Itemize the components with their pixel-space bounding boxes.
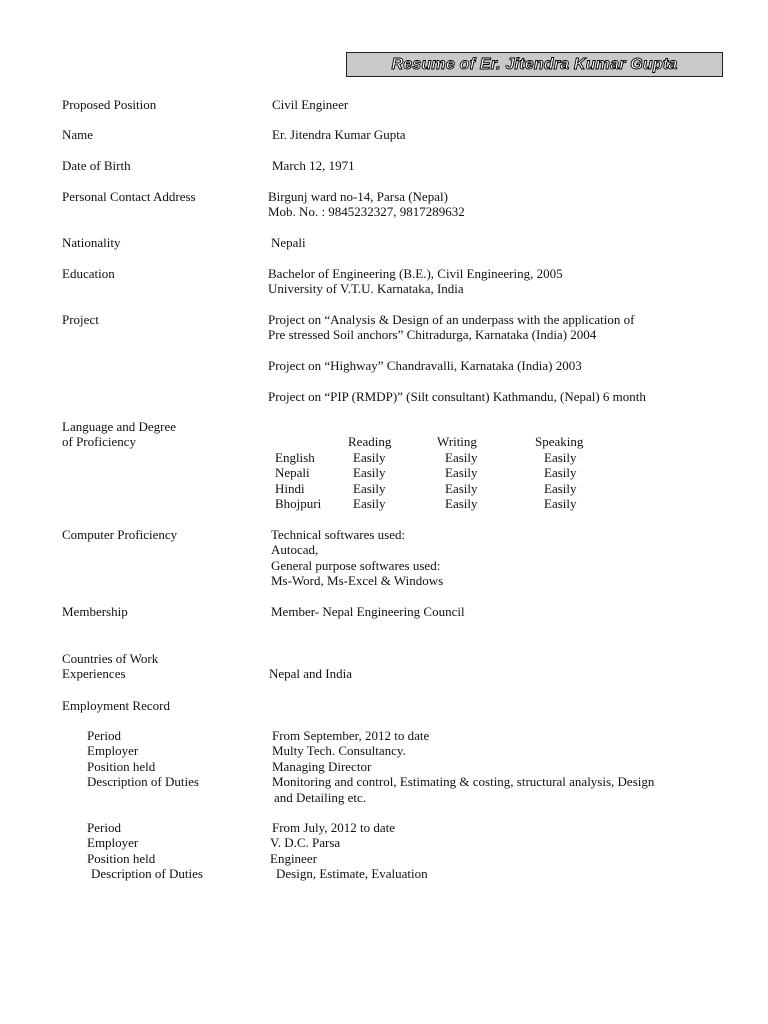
address-line-2: Mob. No. : 9845232327, 9817289632 [268,204,465,219]
education-line-2: University of V.T.U. Karnataka, India [268,281,464,296]
employer-label: Employer [87,835,139,850]
language-row-lang: English [275,450,315,465]
duties-line-1: Design, Estimate, Evaluation [276,866,428,881]
nationality-value: Nepali [271,235,306,250]
language-label-2: of Proficiency [62,434,137,449]
duties-label: Description of Duties [91,866,203,881]
project-1-line-1: Project on “Analysis & Design of an underpass with the application of [268,312,635,327]
employer-label: Employer [87,743,139,758]
computer-line-1: Technical softwares used: [271,527,406,542]
education-label: Education [62,266,115,281]
employment-label: Employment Record [62,698,170,713]
language-row-lang: Bhojpuri [275,496,322,511]
computer-line-4: Ms-Word, Ms-Excel & Windows [271,573,444,588]
period-label: Period [87,728,121,743]
dob-label: Date of Birth [62,158,131,173]
language-row-lang: Hindi [275,481,305,496]
language-row-speaking: Easily [544,481,577,496]
language-header-reading: Reading [348,434,392,449]
countries-value: Nepal and India [269,666,353,681]
position-label: Position held [87,851,156,866]
language-header-writing: Writing [437,434,477,449]
language-row-writing: Easily [445,481,478,496]
dob-value: March 12, 1971 [272,158,355,173]
language-row-speaking: Easily [544,496,577,511]
period-label: Period [87,820,121,835]
resume-title-box [346,52,723,77]
name-value: Er. Jitendra Kumar Gupta [272,127,406,142]
language-label-1: Language and Degree [62,419,177,434]
language-row-reading: Easily [353,496,386,511]
language-header-speaking: Speaking [535,434,584,449]
nationality-label: Nationality [62,235,121,250]
language-row-reading: Easily [353,481,386,496]
project-label: Project [62,312,99,327]
proposed-position-label: Proposed Position [62,97,157,112]
address-label: Personal Contact Address [62,189,196,204]
language-row-writing: Easily [445,496,478,511]
employer-value: V. D.C. Parsa [270,835,341,850]
language-row-speaking: Easily [544,450,577,465]
duties-label: Description of Duties [87,774,199,789]
membership-value: Member- Nepal Engineering Council [271,604,465,619]
computer-line-2: Autocad, [271,542,319,557]
project-3: Project on “PIP (RMDP)” (Silt consultant) Kathmandu, (Nepal) 6 month [268,389,646,404]
computer-label: Computer Proficiency [62,527,178,542]
duties-line-2: and Detailing etc. [274,790,367,805]
language-row-reading: Easily [353,465,386,480]
project-1-line-2: Pre stressed Soil anchors” Chitradurga, Karnataka (India) 2004 [268,327,597,342]
address-line-1: Birgunj ward no-14, Parsa (Nepal) [268,189,448,204]
proposed-position-value: Civil Engineer [272,97,349,112]
countries-label-1: Countries of Work [62,651,159,666]
language-row-lang: Nepali [275,465,310,480]
language-row-writing: Easily [445,450,478,465]
language-row-reading: Easily [353,450,386,465]
project-2: Project on “Highway” Chandravalli, Karnataka (India) 2003 [268,358,582,373]
language-row-speaking: Easily [544,465,577,480]
education-line-1: Bachelor of Engineering (B.E.), Civil Engineering, 2005 [268,266,563,281]
countries-label-2: Experiences [62,666,126,681]
duties-line-1: Monitoring and control, Estimating & costing, structural analysis, Design [272,774,655,789]
employer-value: Multy Tech. Consultancy. [272,743,406,758]
language-row-writing: Easily [445,465,478,480]
period-value: From July, 2012 to date [272,820,396,835]
name-label: Name [62,127,94,142]
position-value: Engineer [270,851,317,866]
position-label: Position held [87,759,156,774]
resume-title: Resume of Er. Jitendra Kumar Gupta [391,55,678,73]
computer-line-3: General purpose softwares used: [271,558,441,573]
position-value: Managing Director [272,759,372,774]
period-value: From September, 2012 to date [272,728,430,743]
membership-label: Membership [62,604,128,619]
